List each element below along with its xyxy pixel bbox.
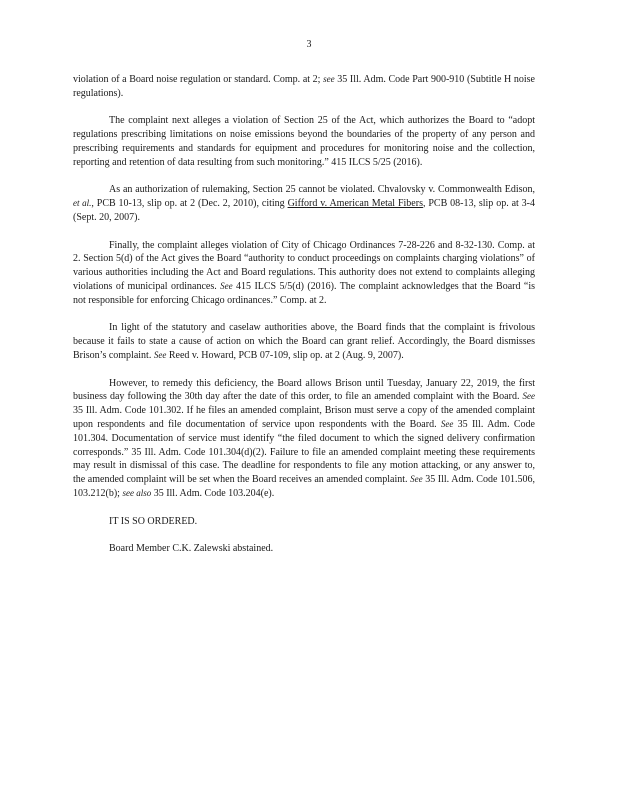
paragraph-text: See: [522, 391, 535, 402]
paragraph-text: Reed v. Howard, PCB 07-109, slip op. at 2 (Aug. 9, 2007).: [166, 349, 404, 361]
paragraph-list: [73, 73, 535, 501]
paragraph-text: 35 Ill. Adm. Code 101.302. If he files an amended complaint, Brison must serve a copy of the amended complaint upon respondents and file documentation of service upon respondents with the Board.: [73, 405, 535, 430]
paragraph-text: The complaint next alleges a violation of Section 25 of the Act, which authorizes the Board to “adopt regulations prescribing limitations on noise emissions beyond the boundaries of the property of any person and prescribing requirements and standards for equipment and procedures for monitoring noise and the collection, reporting and retention of data resulting from such monitoring.” 415 ILCS 5/25 (2016).: [73, 115, 535, 168]
paragraph-p5: [73, 321, 535, 362]
paragraph-text: See: [153, 349, 167, 360]
paragraph-text: 415 ILCS 5/5(d) (2016). The complaint acknowledges that the Board “is not responsible for enforcing Chicago ordinances.” Comp. at 2.: [73, 280, 535, 306]
order-statement: IT IS SO ORDERED.: [109, 515, 198, 527]
abstention-note: Board Member C.K. Zalewski abstained.: [109, 543, 274, 555]
paragraph-text: see: [323, 74, 335, 84]
paragraph-text: 35 Ill. Adm. Code 103.204(e).: [151, 487, 275, 499]
page-number: 3: [306, 39, 312, 50]
paragraph-text: violation of a Board noise regulation or standard. Comp. at 2;: [73, 74, 324, 85]
paragraph-text: See: [410, 474, 423, 485]
paragraph-text: In light of the statutory and caselaw authorities above, the Board finds that the complaint is frivolous because it fails to state a cause of action on which the Board can grant relief. Accordingly, the Board dismisses Brison’s complaint.: [73, 322, 535, 361]
paragraph-text: Gifford v. American Metal Fibers: [287, 198, 423, 210]
paragraph-text: 35 Ill. Adm. Code Part 900-910 (Subtitle H noise regulations).: [73, 74, 536, 99]
paragraph-text: , PCB 08-13, slip op. at 3-4 (Sept. 20, 2007).: [73, 198, 536, 223]
paragraph-text: see also: [122, 487, 152, 498]
paragraph-text: See: [440, 418, 454, 429]
paragraph-p3: [73, 183, 535, 224]
paragraph-p4: [73, 239, 535, 308]
paragraph-p6: [73, 377, 535, 501]
document-body: [73, 73, 535, 570]
paragraph-text: However, to remedy this deficiency, the Board allows Brison until Tuesday, January 22, 2019, the first business day following the 30th day after the date of this order, to file an amended complaint with the Board.: [73, 377, 535, 403]
paragraph-text: See: [220, 280, 233, 291]
paragraph-text: As an authorization of rulemaking, Section 25 cannot be violated. Chvalovsky v. Commonwealth Edison,: [109, 184, 535, 196]
paragraph-p1: [73, 73, 535, 101]
paragraph-text: et al.: [73, 198, 92, 209]
paragraph-text: 35 Ill. Adm. Code 101.506, 103.212(b);: [73, 474, 535, 499]
paragraph-text: , PCB 10-13, slip op. at 2 (Dec. 2, 2010), citing: [91, 198, 288, 210]
paragraph-text: Finally, the complaint alleges violation of City of Chicago Ordinances 7-28-226 and 8-32-130. Comp. at 2. Section 5(d) of the Act gives the Board “authority to conduct proceedings on complaints charging violations” of various authorities including the Act and Board regulations. This authority does not extend to complaints alleging violations of municipal ordinances.: [73, 239, 535, 292]
paragraph-p2: [73, 114, 535, 169]
paragraph-text: 35 Ill. Adm. Code 101.304. Documentation of service must identify “the filed document to which the signed delivery confirmation corresponds.” 35 Ill. Adm. Code 101.304(d)(2). Failure to file an amended complaint meeting these requirements may result in dismissal of this case. The deadline for respondents to file any motion attacking, or any answer to, the amended complaint will be set when the Board receives an amended complaint.: [73, 418, 535, 486]
